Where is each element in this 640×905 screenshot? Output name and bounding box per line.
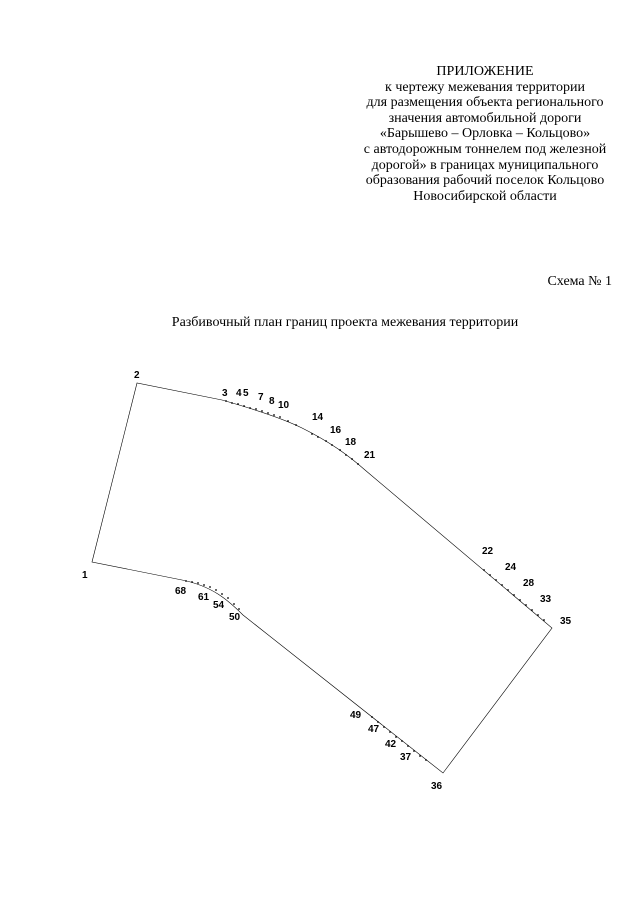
point-label: 7 [258, 392, 264, 403]
point-label: 3 [222, 388, 228, 399]
appendix-line: образования рабочий поселок Кольцово [365, 173, 605, 189]
point-label: 61 [198, 592, 210, 603]
point-label: 37 [400, 752, 412, 763]
scheme-label: Схема № 1 [547, 274, 612, 289]
point-label: 16 [330, 425, 342, 436]
point-label: 1 [82, 570, 88, 581]
point-label: 18 [345, 437, 357, 448]
point-label: 47 [368, 724, 380, 735]
point-label: 42 [385, 739, 397, 750]
point-label: 35 [560, 616, 572, 627]
point-label: 68 [175, 586, 187, 597]
plan-title: Разбивочный план границ проекта межевания территории [171, 315, 519, 330]
appendix-line: с автодорожным тоннелем под железной [363, 141, 607, 157]
point-label: 33 [540, 594, 552, 605]
point-label: 54 [213, 600, 225, 611]
point-label: 24 [505, 562, 517, 573]
appendix-line: для размещения объекта регионального [366, 95, 604, 111]
point-label: 50 [229, 612, 241, 623]
point-label: 14 [312, 412, 324, 423]
point-label: 36 [431, 781, 443, 792]
vertex-cluster-right [483, 569, 545, 621]
appendix-line: дорогой» в границах муниципального [371, 157, 599, 173]
appendix-line: Новосибирской области [413, 188, 557, 204]
point-label: 4 [236, 388, 242, 399]
appendix-line: значения автомобильной дороги [388, 110, 582, 126]
appendix-line: «Барышево – Орловка – Кольцово» [379, 126, 591, 142]
point-label: 21 [364, 450, 376, 461]
appendix-title: ПРИЛОЖЕНИЕ [436, 64, 534, 79]
boundary-polygon [92, 383, 552, 773]
point-label: 10 [278, 400, 290, 411]
point-label: 49 [350, 710, 362, 721]
point-label: 28 [523, 578, 535, 589]
point-label: 2 [134, 370, 140, 381]
point-label: 5 [243, 388, 249, 399]
point-label: 22 [482, 546, 494, 557]
point-label: 8 [269, 396, 275, 407]
appendix-line: к чертежу межевания территории [385, 79, 585, 95]
